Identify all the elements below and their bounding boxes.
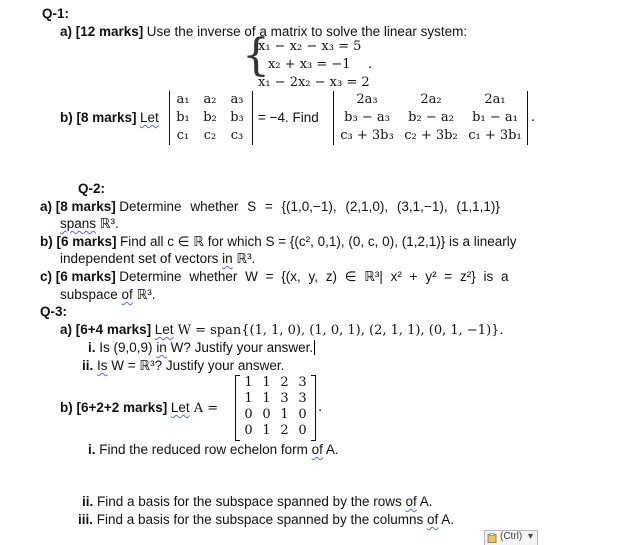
matrix-cell: 2 — [280, 375, 289, 390]
q3b-iii-pre: Find a basis for the subspace spanned by the columns — [96, 512, 427, 527]
q3b-end: . — [318, 400, 323, 415]
q2b-rest: ℝ³. — [232, 251, 256, 266]
det-cell: c₂ — [203, 128, 217, 143]
q1b-label-line — [60, 110, 159, 128]
q2b-pre: independent set of vectors — [60, 251, 223, 266]
q1b-label: b) [8 marks] — [60, 110, 137, 125]
matrix-cell: 3 — [280, 391, 289, 406]
chevron-down-icon: ▾ — [528, 531, 534, 542]
q3a-i-pre: Is (9,0,9) — [99, 340, 157, 355]
det-cell: b₃ — [230, 110, 244, 125]
find-cell: b₂ − a₂ — [408, 110, 454, 125]
q3a-i-rest: W? Justify your answer. — [166, 340, 314, 355]
det-cell: a₁ — [176, 92, 190, 107]
det-cell: c₃ — [230, 128, 244, 143]
q2c-label: c) [6 marks] — [40, 269, 116, 284]
find-cell: c₁ + 3b₁ — [468, 128, 522, 143]
q3b-ii-rest: A. — [416, 494, 433, 509]
matrix-cell: 2 — [280, 423, 289, 438]
q3b-ii — [82, 494, 433, 510]
q3b-iii-of: of — [426, 512, 439, 527]
matrix-cell: 1 — [262, 423, 271, 438]
q1b-mid-text: = −4. Find — [258, 110, 319, 125]
matrix-cell: 1 — [244, 375, 253, 390]
q2b-label: b) [6 marks] — [40, 234, 117, 249]
q2a-text: Determine whether S = {(1,0,−1), (2,1,0), (3,1,−1), (1,1,1)} — [119, 199, 500, 214]
q2c-pre: subspace — [60, 287, 122, 302]
q3b-i-pre: Find the reduced row echelon form — [99, 442, 312, 457]
q3a-i-in: in — [156, 340, 167, 355]
equation-1: x₁ − x₂ − x₃ = 5 — [258, 39, 362, 54]
q3a-ii-rest: W = ℝ³? Justify your answer. — [107, 358, 285, 373]
q2b-line1 — [40, 234, 517, 252]
equation-3: x₁ − 2x₂ − x₃ = 2 — [258, 75, 370, 90]
find-cell: 2a₂ — [420, 92, 442, 107]
q3b-ii-pre: Find a basis for the subspace spanned by the rows — [97, 494, 406, 509]
equation-2: x₂ + x₃ = −1 — [268, 57, 351, 72]
q3b-let: Let — [170, 400, 190, 415]
find-cell: b₃ − a₃ — [344, 110, 390, 125]
q2a-rest: ℝ³. — [96, 216, 119, 231]
q1a-text: Use the inverse of a matrix to solve the linear system: — [146, 24, 468, 39]
q3b-line — [60, 400, 218, 418]
q3a-i-label: i. — [88, 340, 96, 355]
matrix-cell: 1 — [262, 391, 271, 406]
q3a-let: Let — [154, 322, 174, 337]
q3a-ii-is: Is — [97, 358, 108, 373]
q3a-ii — [82, 358, 284, 374]
q3a-i — [88, 340, 315, 356]
q2b-line2 — [60, 251, 255, 267]
q2a-line1 — [40, 199, 500, 217]
q3b-A-eq: A = — [189, 401, 219, 416]
q2c-line1 — [40, 269, 508, 287]
find-cell: 2a₃ — [356, 92, 378, 107]
matrix-cell: 0 — [244, 423, 253, 438]
text-cursor — [314, 340, 315, 355]
matrix-cell: 0 — [298, 407, 307, 422]
q2b-text: Find all c ∈ ℝ for which S = {(c², 0,1), (0, c, 0), (1,2,1)} is a linearly — [120, 234, 517, 249]
equation-period: . — [368, 57, 373, 72]
q2-heading: Q-2: — [78, 181, 105, 196]
q3b-ii-label: ii. — [82, 494, 94, 509]
q3b-i-rest: A. — [322, 442, 339, 457]
q3-heading: Q-3: — [40, 304, 67, 319]
det-cell: c₁ — [176, 128, 190, 143]
q2c-rest: ℝ³. — [132, 287, 156, 302]
q3a-line — [60, 322, 504, 340]
matrix-cell: 0 — [262, 407, 271, 422]
q1b-end: . — [531, 110, 536, 125]
matrix-cell: 0 — [244, 407, 253, 422]
q2a-label: a) [8 marks] — [40, 199, 116, 214]
q1a-label: a) [12 marks] — [60, 24, 144, 39]
det-cell: a₂ — [203, 92, 217, 107]
find-cell: b₁ − a₁ — [472, 110, 518, 125]
q3b-i — [88, 442, 339, 458]
det-cell: b₂ — [203, 110, 217, 125]
matrix-cell: 1 — [262, 375, 271, 390]
q2a-line2 — [60, 216, 119, 232]
q2b-in: in — [222, 251, 233, 266]
clipboard-icon — [487, 533, 497, 543]
system-brace: { — [242, 30, 270, 81]
matrix-cell: 1 — [244, 391, 253, 406]
q3b-iii-rest: A. — [438, 512, 455, 527]
q3b-iii — [78, 512, 454, 528]
q3a-ii-label: ii. — [82, 358, 94, 373]
q3a-label: a) [6+4 marks] — [60, 322, 152, 337]
q2c-line2 — [60, 287, 156, 303]
q3b-i-of: of — [311, 442, 323, 457]
q3b-iii-label: iii. — [78, 512, 94, 527]
matrix-cell: 3 — [298, 391, 307, 406]
paste-options-label: (Ctrl) — [500, 531, 523, 542]
q3a-span: W = span{(1, 1, 0), (1, 0, 1), (2, 1, 1), (0, 1, −1)}. — [173, 323, 504, 338]
q2c-of: of — [121, 287, 133, 302]
find-cell: c₂ + 3b₂ — [404, 128, 458, 143]
q1-heading: Q-1: — [42, 6, 69, 21]
find-cell: c₃ + 3b₃ — [340, 128, 394, 143]
q3b-i-label: i. — [88, 442, 96, 457]
q2c-text: Determine whether W = {(x, y, z) ∈ ℝ³| x² + y² = z²} is a — [119, 269, 509, 284]
det-cell: b₁ — [176, 110, 190, 125]
paste-options-button[interactable] — [484, 530, 538, 545]
find-cell: 2a₁ — [484, 92, 506, 107]
q1b-let: Let — [140, 110, 159, 125]
matrix-cell: 0 — [298, 423, 307, 438]
q3b-label: b) [6+2+2 marks] — [60, 400, 168, 415]
q3b-ii-of: of — [405, 494, 417, 509]
q2a-spans: spans — [60, 216, 97, 231]
matrix-cell: 1 — [280, 407, 289, 422]
matrix-cell: 3 — [298, 375, 307, 390]
det-cell: a₃ — [230, 92, 244, 107]
